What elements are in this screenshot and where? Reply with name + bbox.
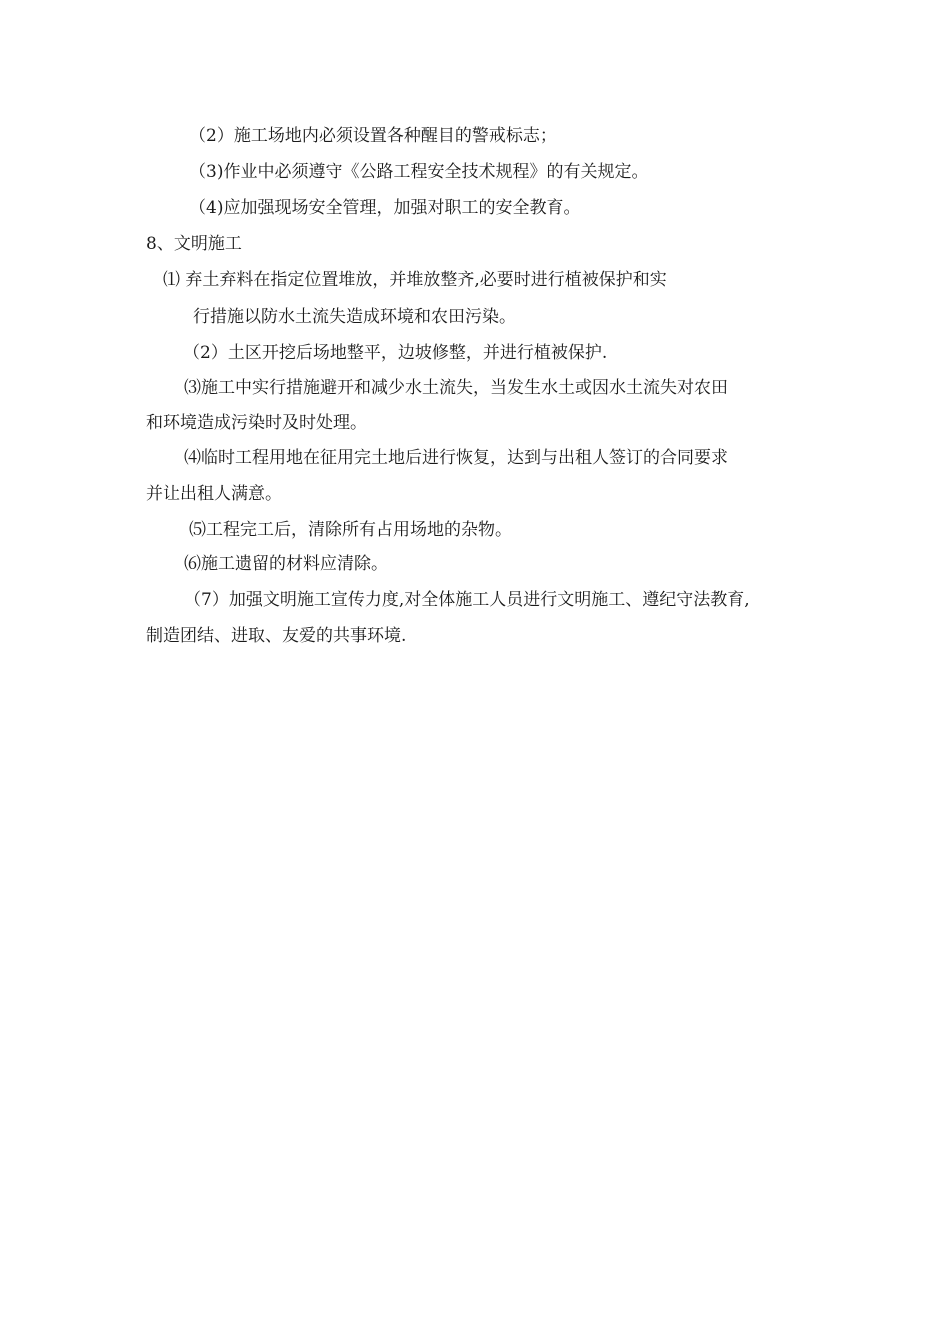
civilized-item-2: （2）土区开挖后场地整平，边坡修整，并进行植被保护.: [183, 343, 608, 363]
civilized-item-7: （7）加强文明施工宣传力度,对全体施工人员进行文明施工、遵纪守法教育,: [184, 590, 750, 610]
civilized-item-6: ⑹施工遗留的材料应清除。: [184, 554, 388, 574]
safety-item-3: （3)作业中必须遵守《公路工程安全技术规程》的有关规定。: [189, 162, 649, 182]
civilized-item-7-continued: 制造团结、进取、友爱的共事环境.: [146, 626, 407, 646]
safety-item-2: （2）施工场地内必须设置各种醒目的警戒标志；: [189, 126, 557, 146]
civilized-item-5: ⑸工程完工后，清除所有占用场地的杂物。: [189, 520, 512, 540]
civilized-item-1: ⑴ 弃土弃料在指定位置堆放，并堆放整齐,必要时进行植被保护和实: [163, 270, 667, 290]
civilized-item-3-continued: 和环境造成污染时及时处理。: [146, 413, 367, 433]
civilized-item-4-continued: 并让出租人满意。: [146, 484, 282, 504]
section-heading-civilized-construction: 8、文明施工: [146, 234, 242, 254]
civilized-item-3: ⑶施工中实行措施避开和减少水土流失，当发生水土或因水土流失对农田: [184, 378, 728, 398]
civilized-item-4: ⑷临时工程用地在征用完土地后进行恢复，达到与出租人签订的合同要求: [184, 448, 728, 468]
civilized-item-1-continued: 行措施以防水土流失造成环境和农田污染。: [193, 307, 516, 327]
safety-item-4: （4)应加强现场安全管理，加强对职工的安全教育。: [189, 198, 581, 218]
